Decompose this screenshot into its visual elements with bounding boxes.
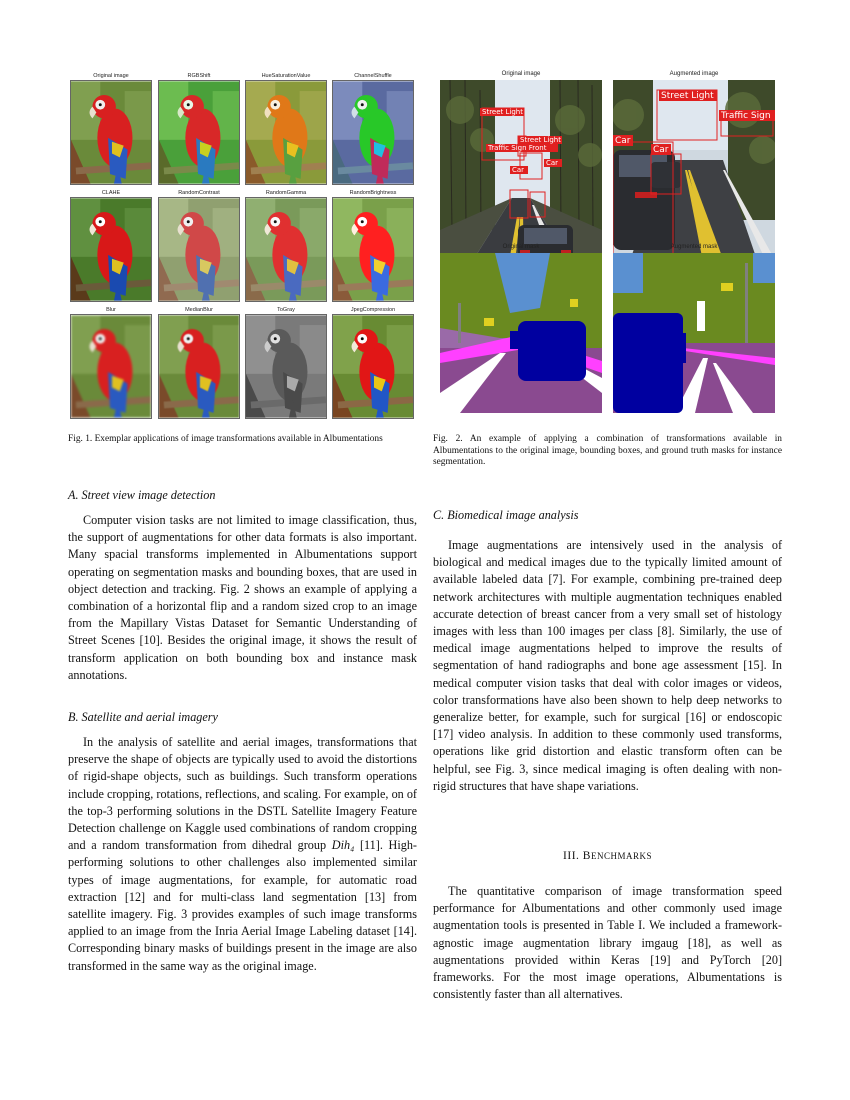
augmented-image-label: Augmented image [669, 71, 719, 77]
bbox-label: Car [546, 159, 559, 167]
section-b-text-part-1: In the analysis of satellite and aerial images, transformations that preserve the shape of objects are typically used to avoid the distortions of rigid-shape objects, such as buildings. Such transform operations include cropping, rotations, reflections, and scaling. For example, on of the top-3 performing solutions in the DSTL Satellite Imagery Feature Detection challenge on Kaggle used combinations of random cropping and a random transformation from dihedral group [68, 735, 417, 853]
parrot-image [245, 80, 327, 185]
transform-label: ToGray [277, 307, 295, 313]
section-3-paragraph: The quantitative comparison of image transformation speed performance for Albumentations and other commonly used image augmentation tools is presented in Table I. We included a framework-agnostic image augmentation library imgaug [18], as well as augmentations provided within Keras [19] and PyTorch [20] frameworks. For the most image operations, Albumentations is consistently faster than all alternatives. [433, 884, 782, 1002]
section-b-text-part-2: [11]. High-performing solutions to other challenges also implemented similar types of image augmentations, for example, for automatic road extraction [12] and for multi-class land segmentation [13] from satellite imagery. Fig. 3 provides examples of such image transforms applied to an image from the Inria Aerial Image Labeling dataset [14]. Corresponding binary masks of buildings present in the image are also transformed in the same way as the original image. [68, 838, 417, 973]
parrot-image [332, 314, 414, 419]
transform-tile [70, 189, 152, 302]
transform-label: RandomGamma [265, 190, 307, 196]
transform-label: ChannelShuffle [354, 73, 392, 79]
bbox-label: Car [653, 145, 669, 155]
bbox-label: Car [615, 136, 631, 146]
transform-tile [332, 72, 414, 185]
transform-label: CLAHE [101, 190, 121, 196]
transform-tile [70, 306, 152, 419]
transform-tile [245, 189, 327, 302]
bbox-label: Street Light [482, 108, 523, 116]
section-b-paragraph [68, 734, 417, 975]
figure-1-caption: Fig. 1. Exemplar applications of image transformations available in Albumentations [68, 434, 383, 444]
bbox-label: Car [512, 166, 525, 174]
transform-label: Blur [106, 307, 116, 313]
transform-tile [245, 306, 327, 419]
parrot-image [158, 80, 240, 185]
original-mask-label: Original mask [502, 244, 540, 250]
section-c-heading: C. Biomedical image analysis [433, 508, 579, 522]
parrot-image [245, 314, 327, 419]
transform-tile [245, 72, 327, 185]
section-a-paragraph: Computer vision tasks are not limited to image classification, thus, the support of augmentations for other data formats is also important. Many spacial transforms implemented in Albumentations support operating on segmentation masks and bounding boxes, that are used in object detection and tracking. Fig. 2 shows an example of applying a combination of a horizontal flip and a random sized crop to an image from the Mapillary Vistas Dataset for Semantic Understanding of Street Scenes [10]. Besides the original image, it shows the result of transform application on both bounding box and instance mask annotations. [68, 513, 417, 682]
dihedral-group-math: Dih₄ [331, 838, 355, 853]
transform-tile [70, 72, 152, 185]
parrot-image [158, 314, 240, 419]
parrot-image [158, 197, 240, 302]
parrot-image [245, 197, 327, 302]
transform-label: MedianBlur [185, 307, 213, 313]
bbox-label: Street Light [520, 136, 561, 144]
transform-label: RGBShift [187, 73, 211, 79]
bbox-label: Traffic Sign Front [488, 144, 547, 152]
original-image-label: Original image [501, 71, 541, 77]
transform-label: HueSaturationValue [261, 73, 311, 79]
transform-label: RandomBrightness [349, 190, 397, 196]
section-c-paragraph: Image augmentations are intensively used in the analysis of biological and medical images due to the typically limited amount of available labeled data [7]. For example, combining pre-trained deep network architectures with multiple augmentation techniques enabled accurate detection of breast cancer from a very small set of histology images with less than 100 images per class [8]. Similarly, the use of medical image augmentations helped to improve the results of segmentation of hand radiographs and bone age assessment [15]. In medical computer vision tasks that deal with color images or videos, color transformations have also been shown to help deep networks to generalize better, for example, such for surgical [16] or endoscopic [17] video analysis. In addition to these commonly used transforms, operations like grid distortion and elastic transform often can be helpful, see Fig. 3, since medical imaging is often dealing with non-rigid structures that have shape variations. [433, 538, 782, 793]
transform-tile [158, 72, 240, 185]
section-3-heading: III. BENCHMARKS [563, 850, 652, 862]
transform-label: Original image [93, 73, 129, 79]
transform-tile [158, 189, 240, 302]
original-mask-image [440, 253, 602, 413]
section-b-heading: B. Satellite and aerial imagery [68, 710, 218, 724]
section-a-heading: A. Street view image detection [68, 488, 216, 502]
transform-label: JpegCompression [350, 307, 396, 313]
figure-1 [70, 72, 415, 414]
parrot-image [70, 80, 152, 185]
figure-2 [440, 71, 775, 416]
parrot-image [70, 314, 152, 419]
transform-tile [332, 189, 414, 302]
figure-2-caption: Fig. 2. An example of applying a combination of transformations available in Albumentations to the original image, bounding boxes, and ground truth masks for instance segmentation. [433, 434, 782, 468]
augmented-mask-image [613, 253, 775, 413]
bbox-label: Traffic Sign [721, 111, 771, 121]
parrot-image [332, 197, 414, 302]
parrot-image [332, 80, 414, 185]
parrot-image [70, 197, 152, 302]
transform-label: RandomContrast [178, 190, 220, 196]
transform-tile [332, 306, 414, 419]
transform-tile [158, 306, 240, 419]
augmented-mask-label: Augmented mask [670, 244, 718, 250]
bbox-label: Street Light [661, 91, 714, 101]
